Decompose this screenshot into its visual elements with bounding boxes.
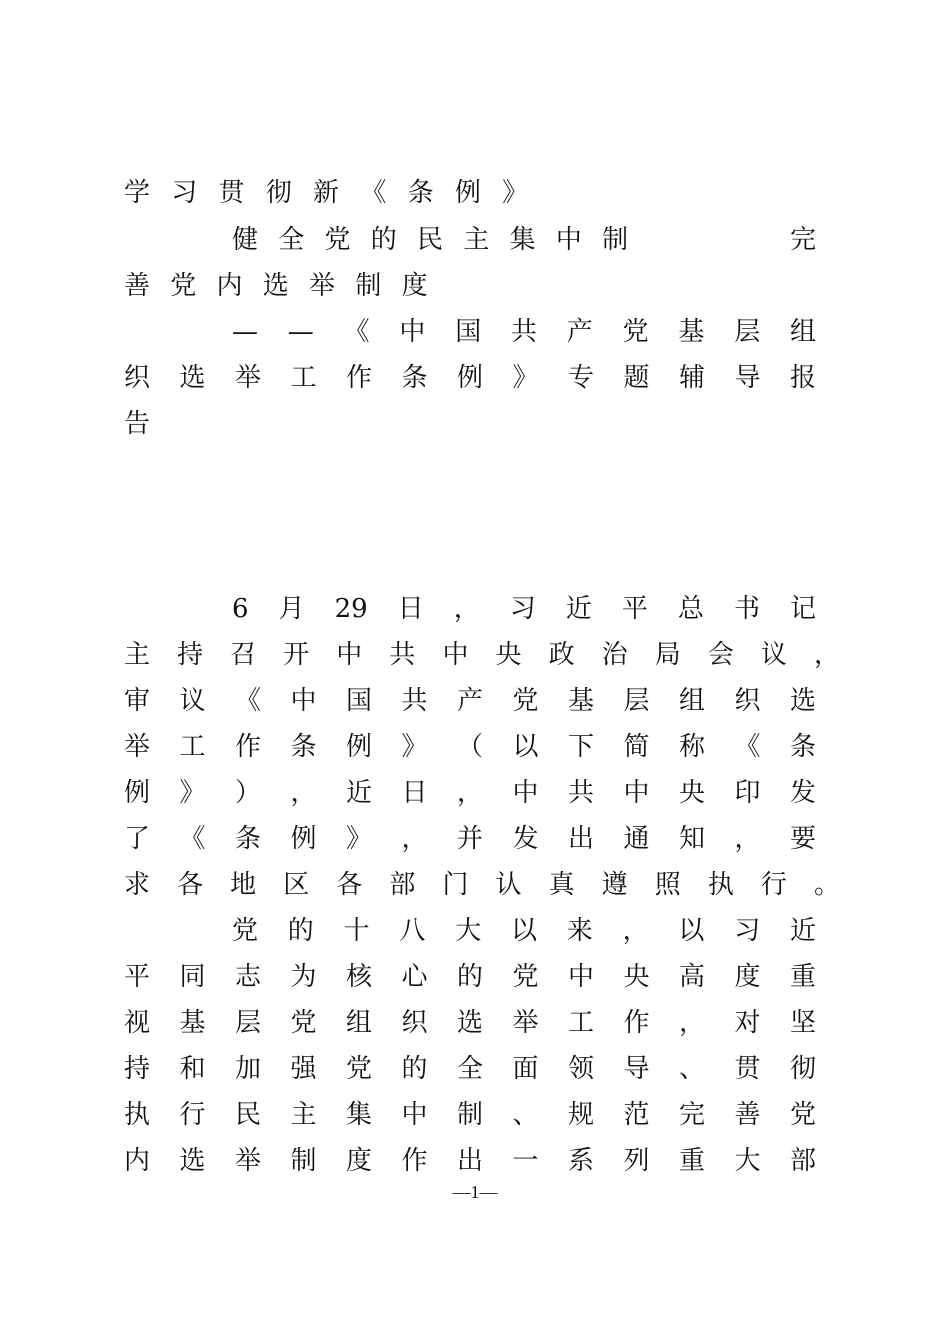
body-text: 了 《 条 例 》 ， 并 发 出 通 知 ， 要: [124, 823, 816, 854]
subtitle-line-2: [124, 355, 816, 395]
subtitle-text-1: — — 《 中 国 共 产 党 基 层 组: [232, 316, 816, 347]
body-p2-line-2: [124, 954, 816, 994]
body-p1-line-6: [124, 816, 816, 856]
body-text: 视 基 层 党 组 织 选 举 工 作 ， 对 坚: [124, 1007, 816, 1038]
body-text: 主 持 召 开 中 共 中 央 政 治 局 会 议 ，: [124, 639, 840, 670]
title-line-2: [232, 217, 816, 257]
body-p1-line-3: [124, 678, 816, 718]
body-p2-line-5: [124, 1092, 816, 1132]
body-p2-line-1: [232, 908, 816, 948]
body-p2-line-6: [124, 1138, 816, 1178]
title-text-2-tail: 完: [789, 224, 816, 255]
title-line-1: [124, 170, 604, 210]
body-p2-line-4: [124, 1046, 816, 1086]
subtitle-text-3: 告: [124, 408, 151, 439]
body-text: 内 选 举 制 度 作 出 一 系 列 重 大 部: [124, 1145, 816, 1176]
body-text: 求 各 地 区 各 部 门 认 真 遵 照 执 行 。: [124, 869, 840, 900]
body-text: 6 月 29 日 ， 习 近 平 总 书 记: [232, 593, 816, 624]
body-text: 审 议 《 中 国 共 产 党 基 层 组 织 选: [124, 685, 816, 716]
body-text: 党 的 十 八 大 以 来 ， 以 习 近: [232, 915, 816, 946]
title-text-3: 善 党 内 选 举 制 度: [124, 270, 428, 301]
page-number: —1—: [452, 1182, 498, 1202]
body-p1-line-2: [124, 632, 840, 672]
title-text-2: 健 全 党 的 民 主 集 中 制: [232, 224, 629, 255]
body-text: 持 和 加 强 党 的 全 面 领 导 、 贯 彻: [124, 1053, 816, 1084]
body-text: 举 工 作 条 例 》 （ 以 下 简 称 《 条: [124, 731, 816, 762]
body-p2-line-3: [124, 1000, 816, 1040]
body-p1-line-4: [124, 724, 816, 764]
title-text-1: 学 习 贯 彻 新 《 条 例 》: [124, 177, 529, 208]
body-p1-line-1: [232, 586, 816, 626]
subtitle-text-2: 织 选 举 工 作 条 例 》 专 题 辅 导 报: [124, 362, 816, 393]
body-text: 执 行 民 主 集 中 制 、 规 范 完 善 党: [124, 1099, 816, 1130]
body-p1-line-7: [124, 862, 840, 902]
body-text: 平 同 志 为 核 心 的 党 中 央 高 度 重: [124, 961, 816, 992]
subtitle-line-3: [124, 401, 816, 441]
body-p1-line-5: [124, 770, 816, 810]
body-text: 例 》 ） ， 近 日 ， 中 共 中 央 印 发: [124, 777, 816, 808]
title-line-3: [124, 263, 816, 303]
subtitle-line-1: [232, 309, 816, 349]
